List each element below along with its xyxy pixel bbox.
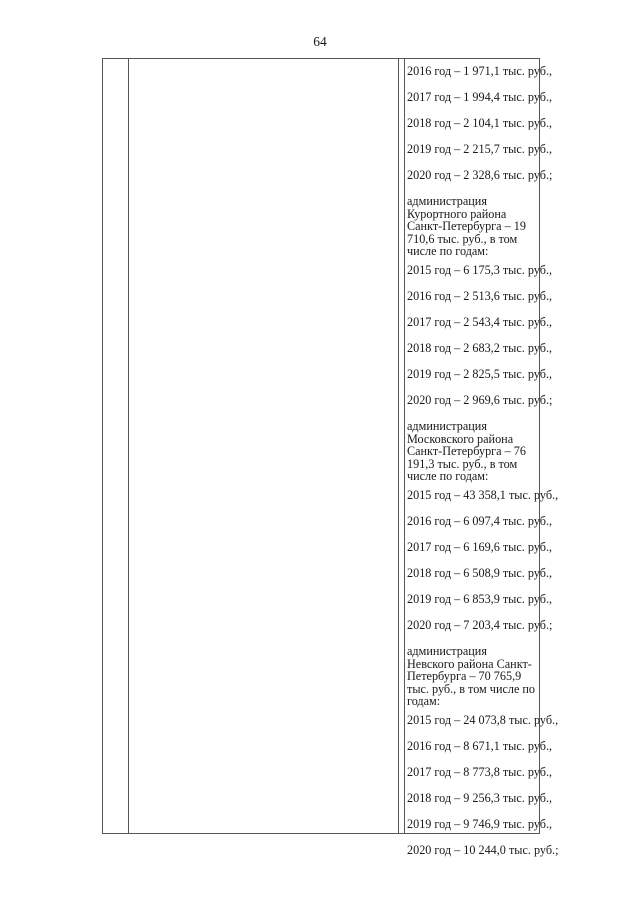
funding-text-cell	[406, 59, 559, 870]
funding-line: 2017 год – 1 994,4 тыс. руб.,	[407, 90, 553, 104]
funding-line: 2016 год – 8 671,1 тыс. руб.,	[407, 738, 553, 753]
funding-line: 2019 год – 2 825,5 тыс. руб.,	[407, 366, 553, 381]
funding-line: 2015 год – 6 175,3 тыс. руб.,	[407, 262, 553, 277]
funding-line: 2020 год – 2 969,6 тыс. руб.;	[407, 392, 553, 407]
administration-total: администрация Курортного района Санкт-Петербурга – 19 710,6 тыс. руб., в том числе по годам:	[407, 194, 526, 259]
page-number: 64	[313, 34, 327, 49]
column-divider	[404, 59, 405, 833]
funding-line: 2017 год – 8 773,8 тыс. руб.,	[407, 764, 553, 779]
funding-line: 2016 год – 6 097,4 тыс. руб.,	[407, 513, 553, 528]
funding-line: 2019 год – 6 853,9 тыс. руб.,	[407, 591, 553, 606]
funding-line: 2019 год – 2 215,7 тыс. руб.,	[407, 142, 553, 156]
funding-line: 2015 год – 24 073,8 тыс. руб.,	[407, 712, 559, 727]
table	[102, 58, 559, 857]
funding-line: 2018 год – 6 508,9 тыс. руб.,	[407, 565, 553, 580]
funding-line: 2016 год – 2 513,6 тыс. руб.,	[407, 288, 553, 303]
column-divider	[128, 59, 129, 833]
funding-line: 2015 год – 43 358,1 тыс. руб.,	[407, 487, 559, 502]
administration-total: администрация Невского района Санкт-Петербурга – 70 765,9 тыс. руб., в том числе по годам:	[407, 643, 536, 709]
funding-line: 2018 год – 2 104,1 тыс. руб.,	[407, 116, 553, 130]
funding-line: 2017 год – 2 543,4 тыс. руб.,	[407, 314, 553, 329]
funding-line: 2019 год – 9 746,9 тыс. руб.,	[407, 816, 553, 831]
funding-line: 2020 год – 10 244,0 тыс. руб.;	[407, 842, 559, 857]
funding-line: 2020 год – 2 328,6 тыс. руб.;	[407, 168, 553, 182]
column-divider	[398, 59, 399, 833]
administration-total: администрация Московского района Санкт-Петербурга – 76 191,3 тыс. руб., в том числе по годам:	[407, 418, 526, 484]
funding-line: 2020 год – 7 203,4 тыс. руб.;	[407, 617, 553, 632]
funding-line: 2017 год – 6 169,6 тыс. руб.,	[407, 539, 553, 554]
funding-line: 2016 год – 1 971,1 тыс. руб.,	[407, 64, 553, 78]
funding-line: 2018 год – 9 256,3 тыс. руб.,	[407, 790, 553, 805]
funding-line: 2018 год – 2 683,2 тыс. руб.,	[407, 340, 553, 355]
